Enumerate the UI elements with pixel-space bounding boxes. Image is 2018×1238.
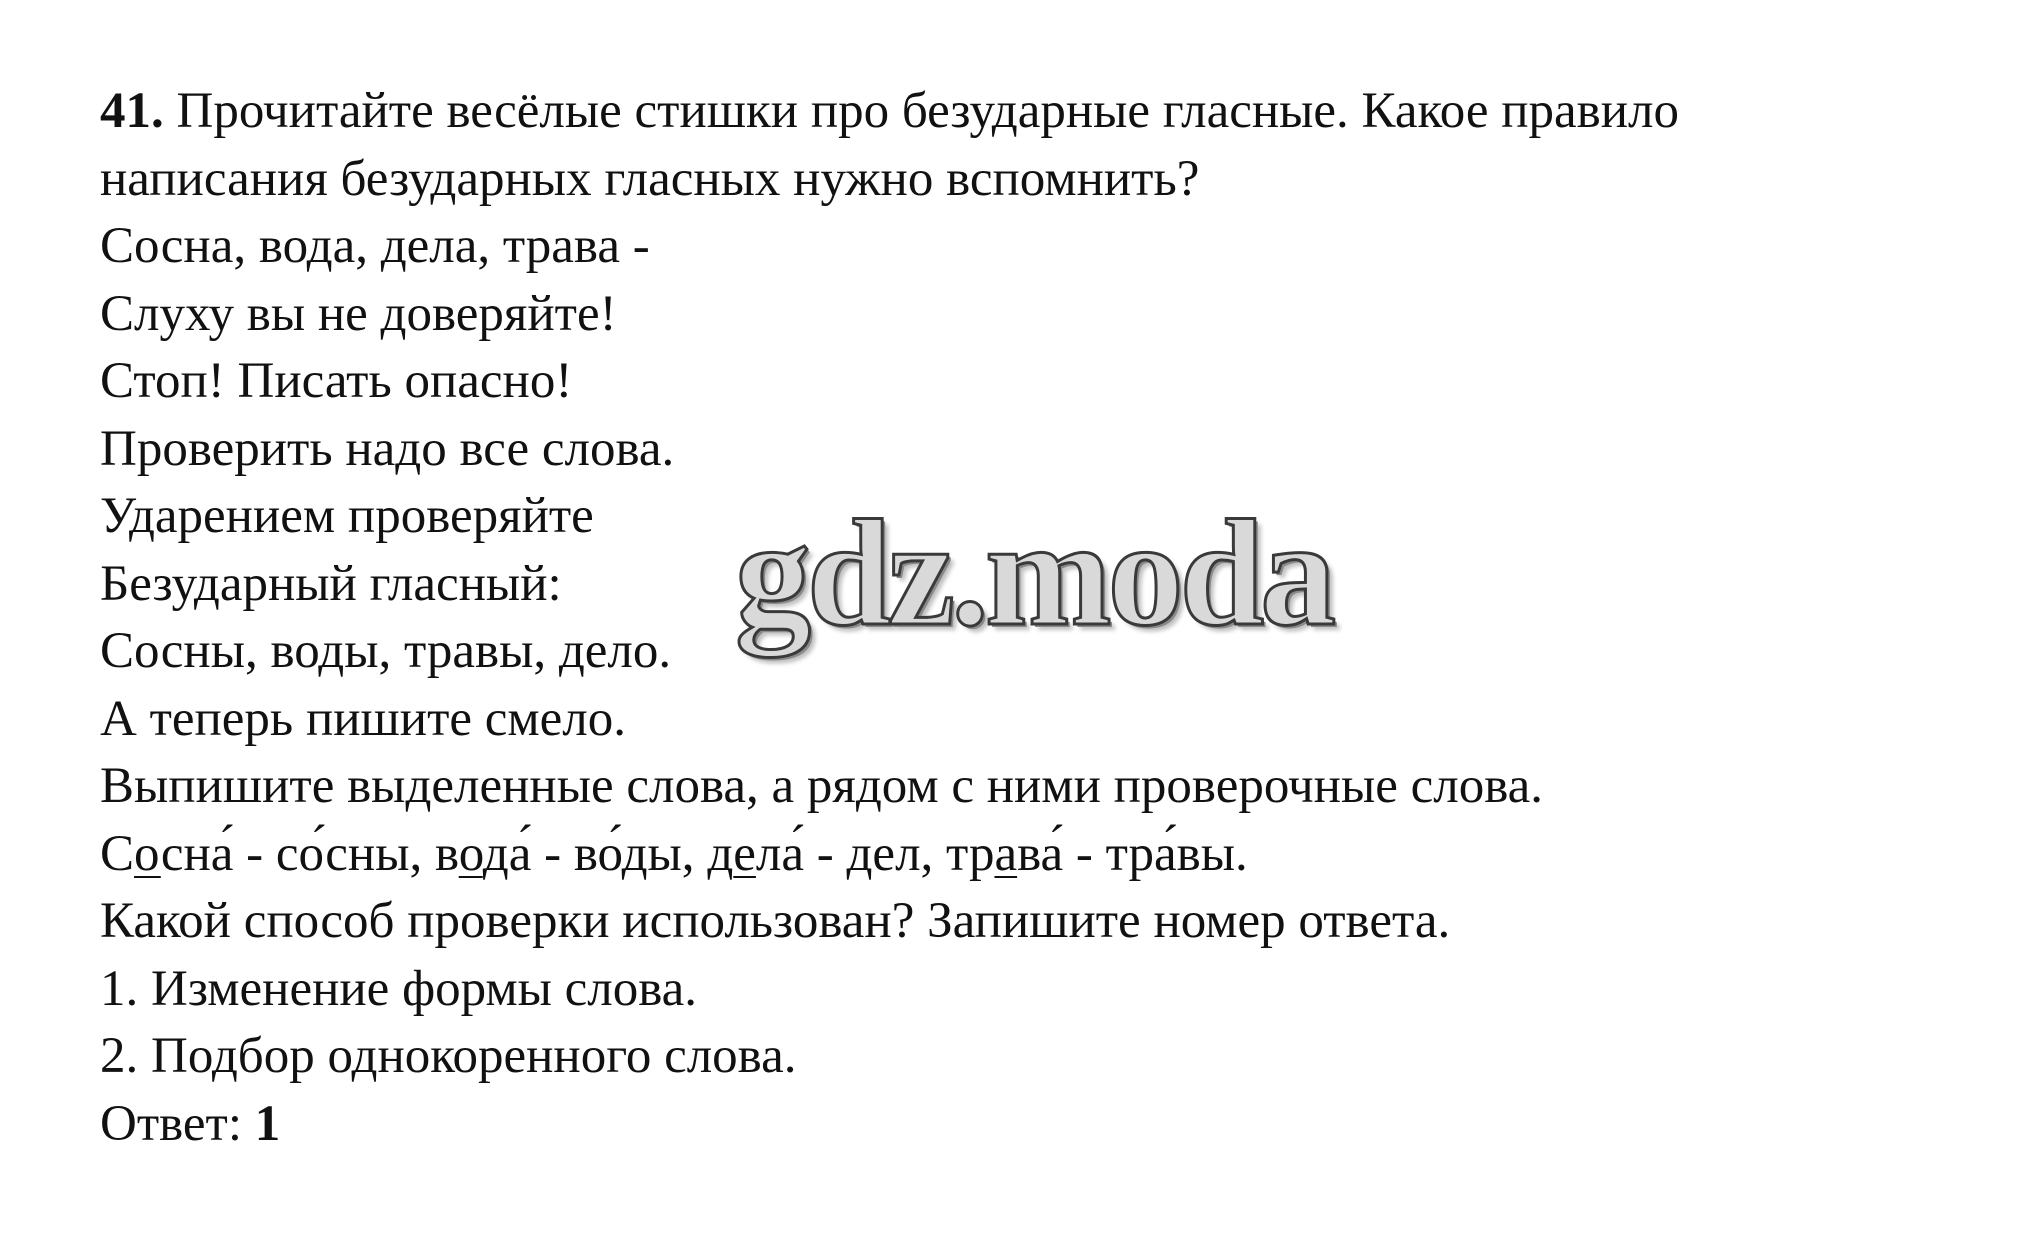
exercise-text xyxy=(100,78,1980,1158)
pair-2-check: - во́ды, xyxy=(531,825,708,882)
pair-3-end: ла́ xyxy=(755,825,804,882)
pair-1-start: С xyxy=(100,825,135,882)
pair-2-end: да́ xyxy=(482,825,532,882)
pair-4-check: - тра́вы. xyxy=(1063,825,1248,882)
poem-line: Стоп! Писать опасно! xyxy=(100,353,573,409)
pair-3-check: - дел, xyxy=(804,825,947,882)
task-prompt-text: Прочитайте весёлые стишки про безударные гласные. Какое правило xyxy=(176,83,1679,139)
answer-label: Ответ: xyxy=(100,1095,255,1152)
answer-value: 1 xyxy=(254,1095,281,1152)
poem-line: А теперь пишите смело. xyxy=(100,690,627,747)
pair-4-start: тр xyxy=(946,825,995,882)
pair-3-vowel: е xyxy=(733,825,756,882)
poem-line: Сосна, вода, дела, трава - xyxy=(100,218,650,274)
poem-line: Проверить надо все слова. xyxy=(100,420,675,477)
pair-2-start: в xyxy=(434,825,459,882)
pair-1-check: - со́сны, xyxy=(233,825,435,882)
option-1: 1. Изменение формы слова. xyxy=(100,960,698,1017)
word-pairs-line xyxy=(100,821,1980,889)
poem-line: Сосны, воды, травы, дело. xyxy=(100,623,672,679)
poem-line: Безударный гласный: xyxy=(100,555,562,612)
gdz-moda-watermark: gdz.moda xyxy=(735,489,1333,657)
question-line: Какой способ проверки использован? Запишите номер ответа. xyxy=(100,893,1451,949)
task-prompt-line-1 xyxy=(100,78,1980,146)
pair-4-vowel: а xyxy=(994,825,1018,882)
pair-1-vowel: о xyxy=(134,825,161,882)
task-number: 41. xyxy=(100,83,164,139)
instruction-line: Выпишите выделенные слова, а рядом с ними проверочные слова. xyxy=(100,758,1543,814)
answer-line xyxy=(100,1091,1980,1159)
option-2: 2. Подбор однокоренного слова. xyxy=(100,1028,797,1084)
poem-line: Слуху вы не доверяйте! xyxy=(100,285,617,342)
poem-line: Ударением проверяйте xyxy=(100,488,594,544)
pair-2-vowel: о xyxy=(458,825,483,882)
task-prompt-line-2: написания безударных гласных нужно вспомнить? xyxy=(100,150,1200,207)
pair-3-start: д xyxy=(707,825,734,882)
pair-4-end: ва́ xyxy=(1017,825,1064,882)
pair-1-end: сна́ xyxy=(160,825,234,882)
